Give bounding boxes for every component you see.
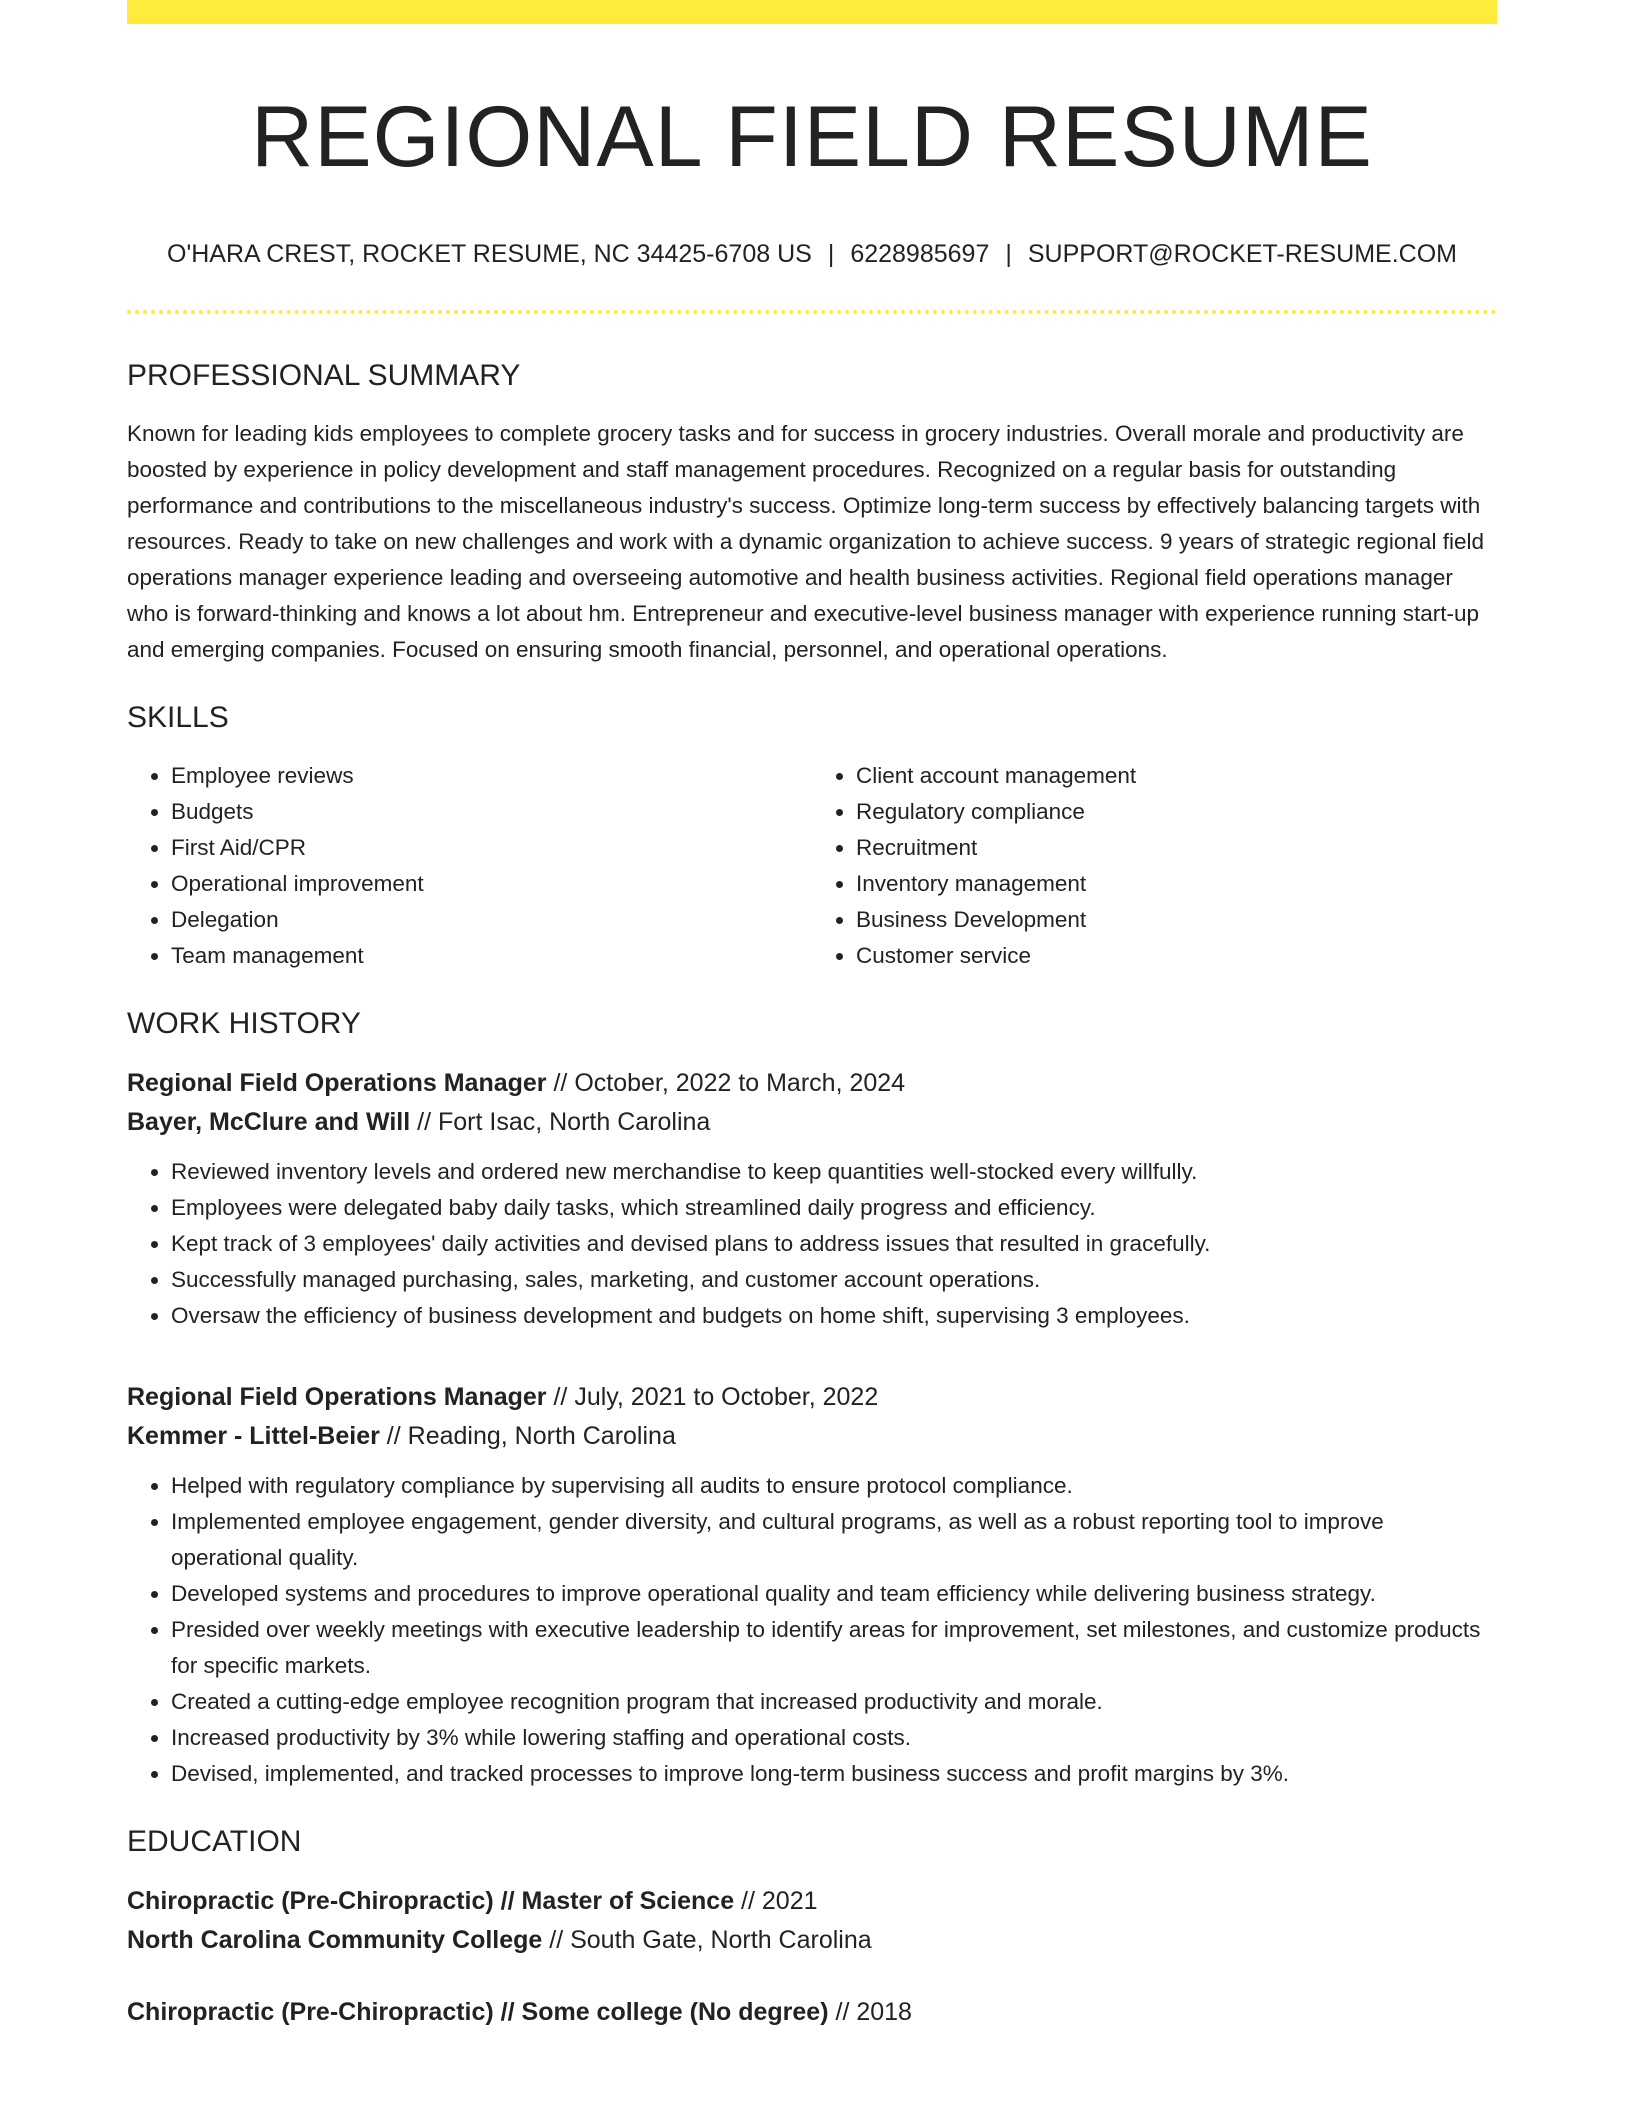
job-role-line (127, 1378, 1497, 1417)
skill-item: • Business Development (856, 902, 1497, 938)
degree-year: // 2021 (734, 1887, 818, 1916)
job-company: Bayer, McClure and Will (127, 1108, 411, 1137)
job-duty: • Presided over weekly meetings with executive leadership to identify areas for improvement, set milestones, and customize products for specific markets. (171, 1612, 1497, 1684)
job-location: // Fort Isac, North Carolina (410, 1108, 711, 1137)
degree: Chiropractic (Pre-Chiropractic) // Master of Science (127, 1887, 735, 1916)
degree-year: // 2018 (828, 1998, 912, 2027)
skills-heading: SKILLS (127, 701, 229, 735)
job-location: // Reading, North Carolina (379, 1422, 676, 1451)
education-entry (127, 1882, 1497, 1960)
school-location: // South Gate, North Carolina (542, 1926, 872, 1955)
degree-line (127, 1882, 1497, 1921)
job-duty: • Kept track of 3 employees' daily activities and devised plans to address issues that resulted in gracefully. (171, 1226, 1497, 1262)
dotted-divider (127, 310, 1497, 314)
degree-line (127, 1993, 1497, 2032)
job-company: Kemmer - Littel-Beier (127, 1422, 380, 1451)
skill-item: • Recruitment (856, 830, 1497, 866)
job-duty: • Increased productivity by 3% while lowering staffing and operational costs. (171, 1720, 1497, 1756)
contact-email: SUPPORT@ROCKET-RESUME.COM (1027, 240, 1457, 269)
job-duty: • Created a cutting-edge employee recognition program that increased productivity and morale. (171, 1684, 1497, 1720)
job-dates: // July, 2021 to October, 2022 (546, 1383, 879, 1412)
resume-title: REGIONAL FIELD RESUME (251, 89, 1373, 185)
skill-item: • Operational improvement (171, 866, 812, 902)
contact-line (127, 239, 1497, 269)
skill-item: • Regulatory compliance (856, 794, 1497, 830)
skill-item: • Budgets (171, 794, 812, 830)
job-duty: • Implemented employee engagement, gender diversity, and cultural programs, as well as a robust reporting tool to improve operational quality. (171, 1504, 1497, 1576)
job-role-line (127, 1064, 1497, 1103)
accent-bar (127, 0, 1497, 24)
skill-item: • Inventory management (856, 866, 1497, 902)
degree: Chiropractic (Pre-Chiropractic) // Some college (No degree) (127, 1998, 829, 2027)
school: North Carolina Community College (127, 1926, 543, 1955)
job-duty: • Devised, implemented, and tracked processes to improve long-term business success and profit margins by 3%. (171, 1756, 1497, 1792)
contact-phone: 6228985697 (850, 240, 990, 269)
job-entry (127, 1064, 1497, 1334)
contact-address: O'HARA CREST, ROCKET RESUME, NC 34425-6708 US (167, 240, 812, 269)
resume-page (127, 0, 1497, 2032)
education-entry (127, 1993, 1497, 2032)
job-company-line (127, 1417, 1497, 1456)
skill-item: • Client account management (856, 758, 1497, 794)
summary-text: Known for leading kids employees to complete grocery tasks and for success in grocery industries. Overall morale and productivity are boosted by experience in policy development and staff management procedures. Recognized on a regular basis for outstanding performance and contributions to the miscellaneous industry's success. Optimize long-term success by effectively balancing targets with resources. Ready to take on new challenges and work with a dynamic organization to achieve success. 9 years of strategic regional field operations manager experience leading and overseeing automotive and health business activities. Regional field operations manager who is forward-thinking and knows a lot about hm. Entrepreneur and executive-level business manager with experience running start-up and emerging companies. Focused on ensuring smooth financial, personnel, and operational operations. (127, 421, 1484, 663)
school-line (127, 1921, 1497, 1960)
contact-separator: | (827, 240, 835, 269)
contact-separator: | (1005, 240, 1012, 269)
job-dates: // October, 2022 to March, 2024 (546, 1069, 906, 1098)
skills-list-left (127, 758, 812, 974)
job-role: Regional Field Operations Manager (127, 1383, 547, 1412)
job-duty: • Oversaw the efficiency of business development and budgets on home shift, supervising 3 employees. (171, 1298, 1497, 1334)
job-duty: • Reviewed inventory levels and ordered new merchandise to keep quantities well-stocked every willfully. (171, 1154, 1497, 1190)
job-entry (127, 1378, 1497, 1792)
skill-item: • Delegation (171, 902, 812, 938)
skill-item: • Customer service (856, 938, 1497, 974)
skills-list-right (812, 758, 1497, 974)
job-duties-list (127, 1154, 1497, 1334)
skills-grid (127, 758, 1497, 974)
job-duty: • Employees were delegated baby daily tasks, which streamlined daily progress and efficiency. (171, 1190, 1497, 1226)
job-duty: • Developed systems and procedures to improve operational quality and team efficiency while delivering business strategy. (171, 1576, 1497, 1612)
skill-item: • Employee reviews (171, 758, 812, 794)
job-company-line (127, 1103, 1497, 1142)
summary-heading: PROFESSIONAL SUMMARY (127, 359, 521, 393)
job-role: Regional Field Operations Manager (127, 1069, 547, 1098)
job-duty: • Successfully managed purchasing, sales, marketing, and customer account operations. (171, 1262, 1497, 1298)
skill-item: • First Aid/CPR (171, 830, 812, 866)
job-duty: • Helped with regulatory compliance by supervising all audits to ensure protocol compliance. (171, 1468, 1497, 1504)
job-duties-list (127, 1468, 1497, 1792)
education-heading: EDUCATION (127, 1825, 302, 1859)
skill-item: • Team management (171, 938, 812, 974)
work-history-heading: WORK HISTORY (127, 1007, 361, 1041)
